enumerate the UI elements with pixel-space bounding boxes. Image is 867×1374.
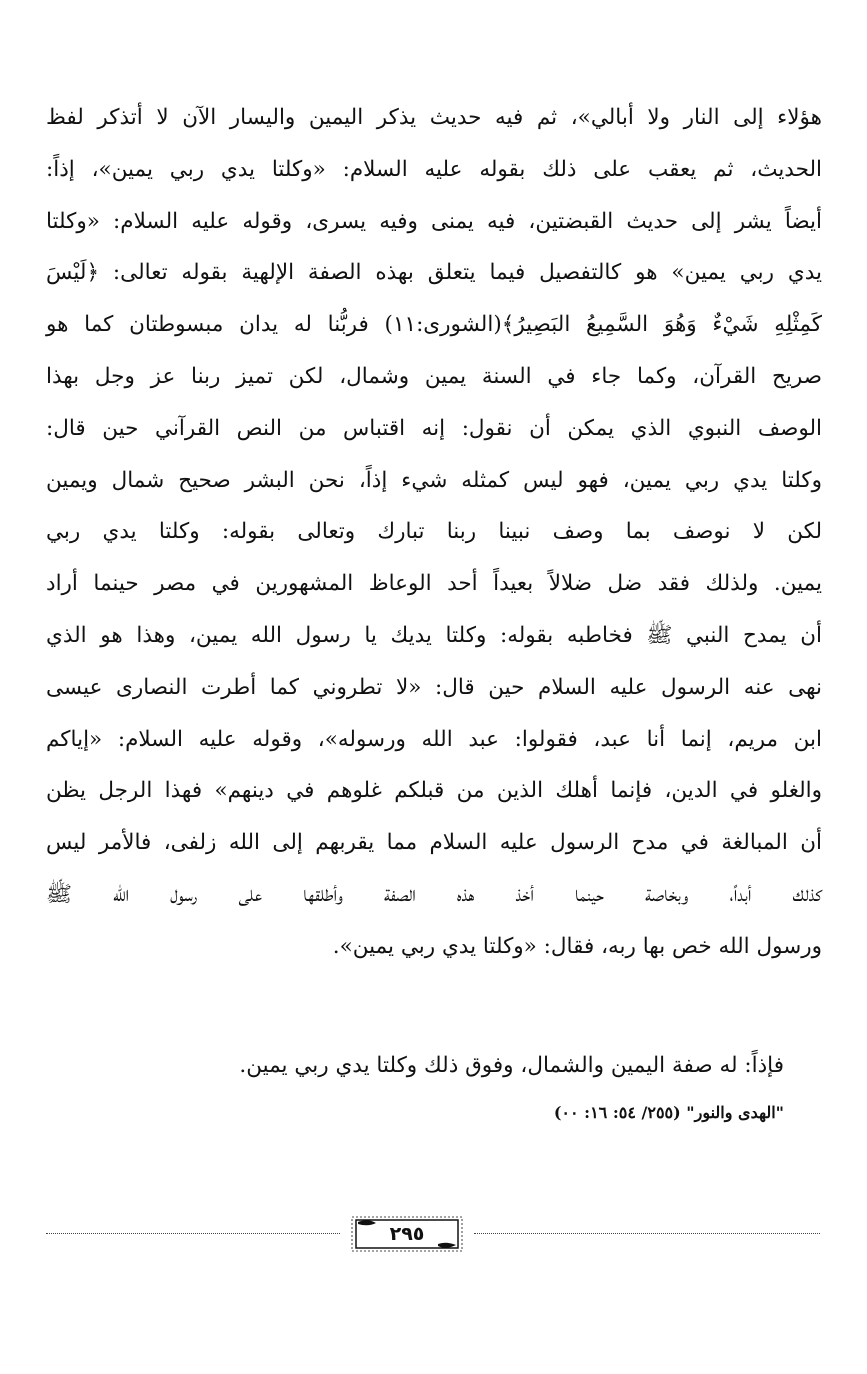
text-line: ورسول الله خص بها ربه، فقال: «وكلتا يدي ربي يمين». bbox=[332, 933, 822, 959]
text-line: أن يمدح النبي ﷺ فخاطبه بقوله: وكلتا يديك يا رسول الله يمين، وهذا هو الذي bbox=[46, 622, 822, 648]
text-line: صريح القرآن، وكما جاء في السنة يمين وشمال، لكن تميز ربنا عز وجل بهذا bbox=[46, 363, 822, 389]
text-line: هؤلاء إلى النار ولا أبالي»، ثم فيه حديث يذكر اليمين واليسار الآن لا أتذكر لفظ bbox=[46, 105, 822, 130]
text-line: نهى عنه الرسول عليه السلام حين قال: «لا تطروني كما أطرت النصارى عيسى bbox=[46, 674, 822, 700]
text-line: يدي ربي يمين» هو كالتفصيل فيما يتعلق بهذه الصفة الإلهية بقوله تعالى: ﴿لَيْسَ bbox=[46, 260, 822, 286]
text-line: كَمِثْلِهِ شَيْءٌ وَهُوَ السَّمِيعُ البَصِيرُ﴾(الشورى:١١) فربُّنا له يدان مبسوطتان كما هو bbox=[46, 312, 822, 338]
text-line: يمين. ولذلك فقد ضل ضلالاً بعيداً أحد الوعاظ المشهورين في مصر حينما أراد bbox=[46, 571, 822, 597]
text-line: وكلتا يدي ربي يمين، فهو ليس كمثله شيء إذاً، نحن البشر صحيح شمال ويمين bbox=[46, 467, 822, 493]
main-paragraph bbox=[46, 92, 822, 973]
text-line: والغلو في الدين، فإنما أهلك الذين من قبلكم غلوهم في دينهم» فهذا الرجل يظن bbox=[46, 778, 822, 804]
footer-divider bbox=[474, 1233, 820, 1234]
text-line: الوصف النبوي الذي يمكن أن نقول: إنه اقتباس من النص القرآني حين قال: bbox=[46, 415, 822, 441]
text-line: أن المبالغة في مدح الرسول عليه السلام مما يقربهم إلى الله زلفى، فالأمر ليس bbox=[46, 830, 822, 856]
text-line: كذلك أبداً، وبخاصة حينما أخذ هذه الصفة وأطلقها على رسول الله ﷺ bbox=[46, 881, 822, 907]
text-line: ابن مريم، إنما أنا عبد، فقولوا: عبد الله ورسوله»، وقوله عليه السلام: «إياكم bbox=[46, 726, 822, 752]
text-line: أيضاً يشر إلى حديث القبضتين، فيه يمنى وفيه يسرى، وقوله عليه السلام: «وكلتا bbox=[46, 208, 822, 234]
source-citation: "الهدى والنور" (٢٥٥/ ٥٤: ١٦: ٠٠) bbox=[553, 1103, 784, 1122]
page-number-frame bbox=[346, 1216, 468, 1252]
text-line: الحديث، ثم يعقب على ذلك بقوله عليه السلام: «وكلتا يدي ربي يمين»، إذاً: bbox=[46, 156, 822, 182]
text-line: لكن لا نوصف بما وصف نبينا ربنا تبارك وتعالى بقوله: وكلتا يدي ربي bbox=[46, 519, 822, 545]
conclusion-paragraph: فإذاً: له صفة اليمين والشمال، وفوق ذلك وكلتا يدي ربي يمين. bbox=[239, 1053, 784, 1078]
page-number: ٢٩٥ bbox=[389, 1223, 425, 1245]
footer-divider bbox=[46, 1233, 340, 1234]
